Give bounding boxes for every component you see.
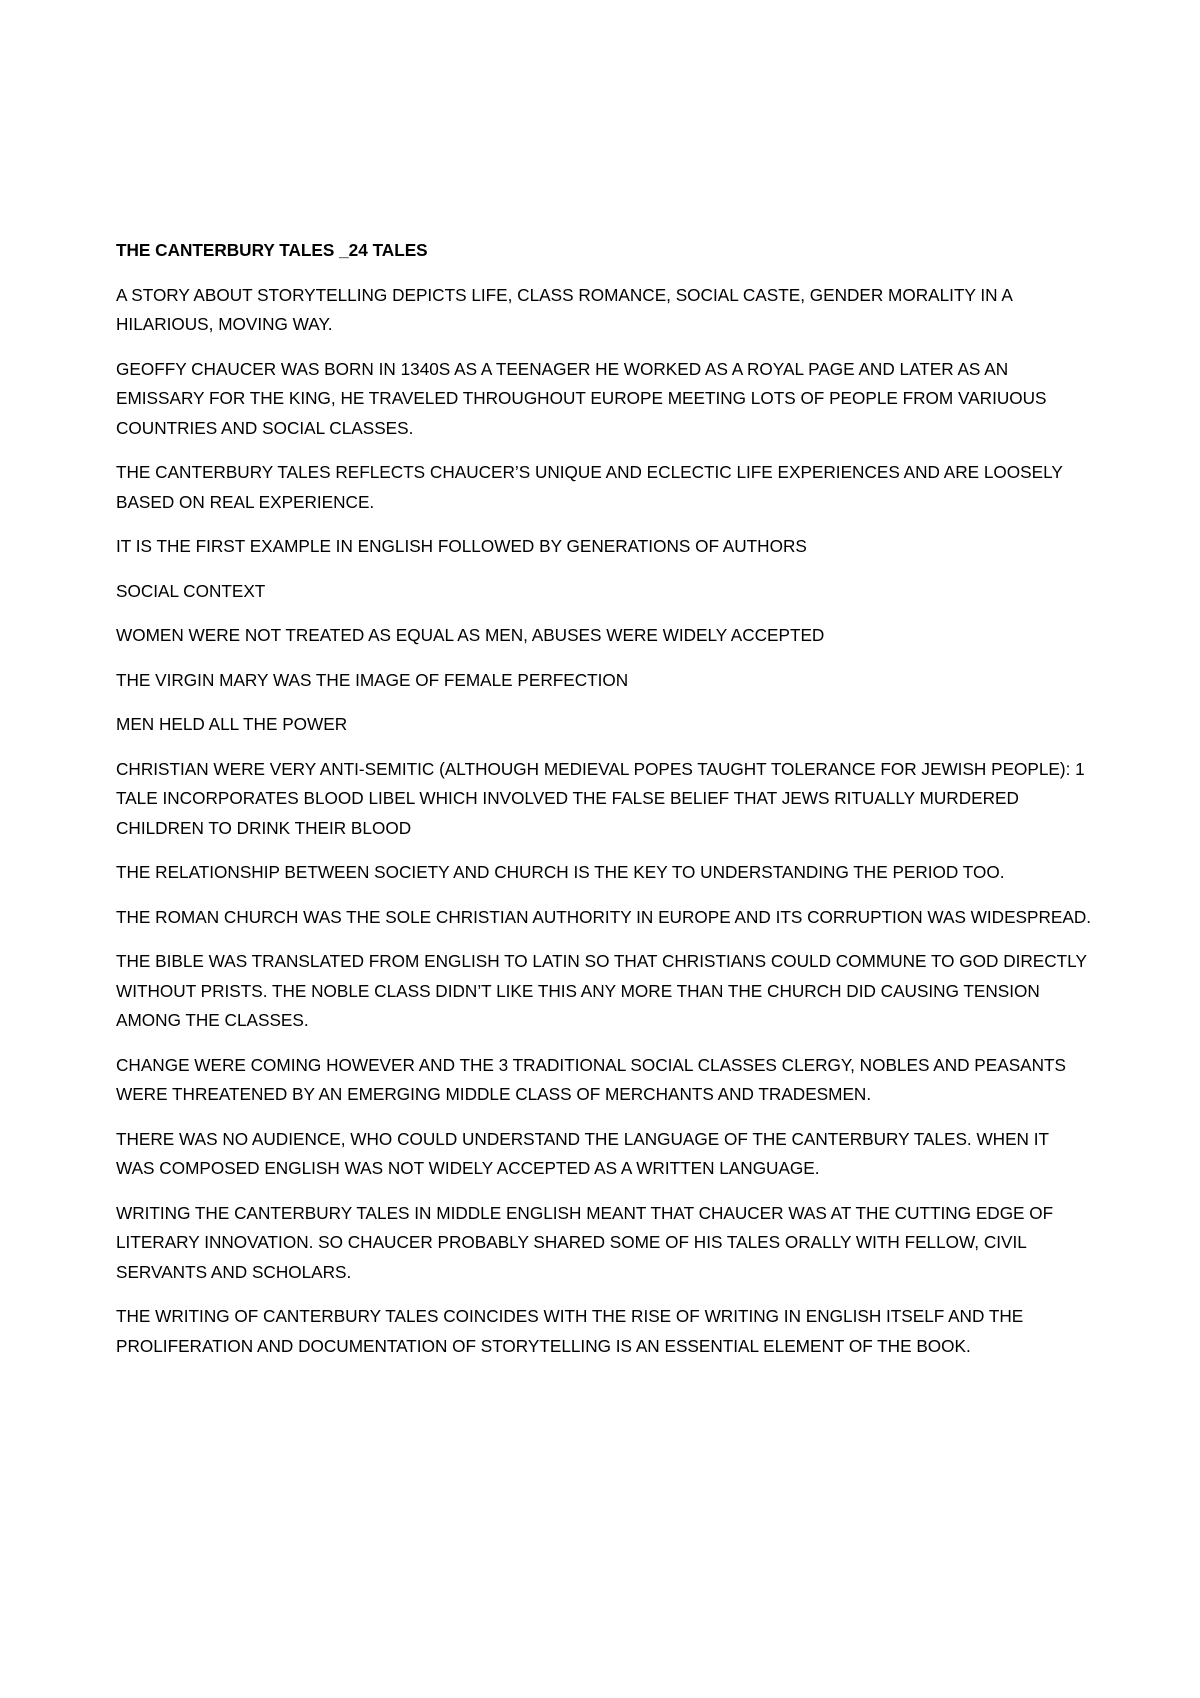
paragraph-social-classes: CHANGE WERE COMING HOWEVER AND THE 3 TRADITIONAL SOCIAL CLASSES CLERGY, NOBLES AND PEASANTS WERE THREATENED BY AN EMERGING MIDDLE CLASS OF MERCHANTS AND TRADESMEN. (116, 1054, 1066, 1104)
paragraph-society-church: THE RELATIONSHIP BETWEEN SOCIETY AND CHURCH IS THE KEY TO UNDERSTANDING THE PERIOD TOO. (116, 862, 1005, 882)
paragraph-anti-semitism: CHRISTIAN WERE VERY ANTI-SEMITIC (ALTHOUGH MEDIEVAL POPES TAUGHT TOLERANCE FOR JEWISH PEOPLE): 1 TALE INCORPORATES BLOOD LIBEL WHICH INVOLVED THE FALSE BELIEF THAT JEWS RITUALLY MURDERED CHILDREN TO DRINK THEIR BLOOD (116, 758, 1085, 838)
paragraph-overview: A STORY ABOUT STORYTELLING DEPICTS LIFE, CLASS ROMANCE, SOCIAL CASTE, GENDER MORALITY IN A HILARIOUS, MOVING WAY. (116, 284, 1012, 334)
paragraph-virgin-mary: THE VIRGIN MARY WAS THE IMAGE OF FEMALE PERFECTION (116, 669, 629, 690)
paragraph-women: WOMEN WERE NOT TREATED AS EQUAL AS MEN, ABUSES WERE WIDELY ACCEPTED (116, 625, 825, 645)
paragraph-bible-translation: THE BIBLE WAS TRANSLATED FROM ENGLISH TO LATIN SO THAT CHRISTIANS COULD COMMUNE TO GOD DIRECTLY WITHOUT PRISTS. THE NOBLE CLASS DIDN’T LIKE THIS ANY MORE THAN THE CHURCH DID CAUSING TENSION AMONG THE CLASSES. (116, 951, 1087, 1030)
document-title: THE CANTERBURY TALES _24 TALES (116, 240, 428, 260)
paragraph-life-experiences: THE CANTERBURY TALES REFLECTS CHAUCER’S UNIQUE AND ECLECTIC LIFE EXPERIENCES AND ARE LOOSELY BASED ON REAL EXPERIENCE. (116, 462, 1063, 512)
paragraph-audience: THERE WAS NO AUDIENCE, WHO COULD UNDERSTAND THE LANGUAGE OF THE CANTERBURY TALES. WHEN IT WAS COMPOSED ENGLISH WAS NOT WIDELY ACCEPTED AS A WRITTEN LANGUAGE. (116, 1128, 1049, 1178)
paragraph-roman-church: THE ROMAN CHURCH WAS THE SOLE CHRISTIAN AUTHORITY IN EUROPE AND ITS CORRUPTION WAS WIDESPREAD. (116, 906, 1092, 927)
paragraph-men-power: MEN HELD ALL THE POWER (116, 714, 348, 734)
paragraph-social-context-heading: SOCIAL CONTEXT (116, 580, 266, 601)
paragraph-storytelling: THE WRITING OF CANTERBURY TALES COINCIDES WITH THE RISE OF WRITING IN ENGLISH ITSELF AND THE PROLIFERATION AND DOCUMENTATION OF STORYTELLING IS AN ESSENTIAL ELEMENT OF THE BOOK. (116, 1306, 1024, 1356)
paragraph-first-example: IT IS THE FIRST EXAMPLE IN ENGLISH FOLLOWED BY GENERATIONS OF AUTHORS (116, 536, 807, 556)
paragraph-middle-english: WRITING THE CANTERBURY TALES IN MIDDLE ENGLISH MEANT THAT CHAUCER WAS AT THE CUTTING EDGE OF LITERARY INNOVATION. SO CHAUCER PROBABLY SHARED SOME OF HIS TALES ORALLY WITH FELLOW, CIVIL SERVANTS AND SCHOLARS. (116, 1202, 1054, 1282)
document-body (116, 236, 1091, 1376)
paragraph-chaucer-bio: GEOFFY CHAUCER WAS BORN IN 1340S AS A TEENAGER HE WORKED AS A ROYAL PAGE AND LATER AS AN EMISSARY FOR THE KING, HE TRAVELED THROUGHOUT EUROPE MEETING LOTS OF PEOPLE FROM VARIUOUS COUNTRIES AND SOCIAL CLASSES. (116, 358, 1047, 438)
